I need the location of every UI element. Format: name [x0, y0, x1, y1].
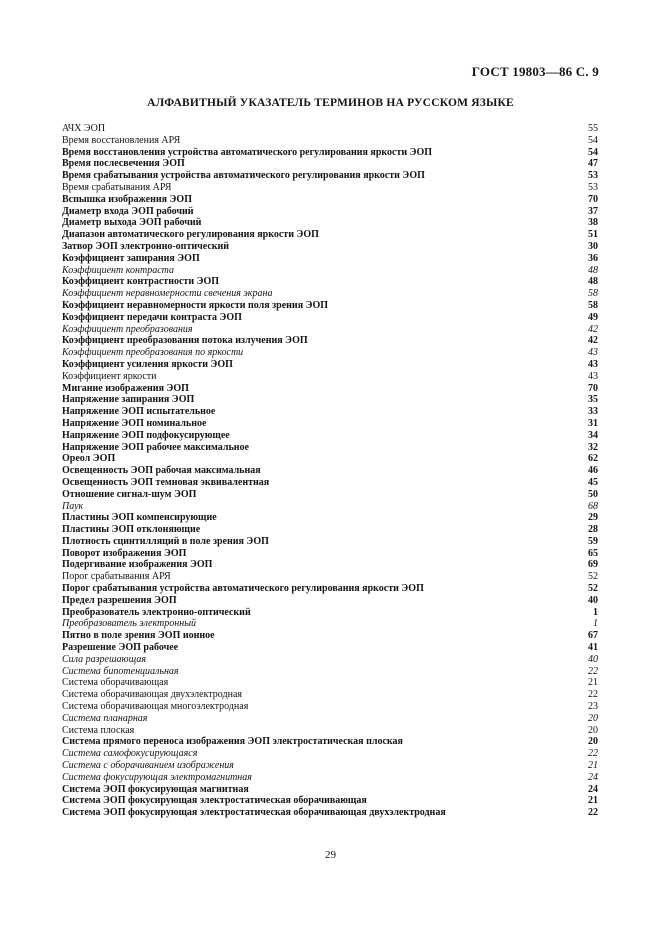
index-entry: [62, 194, 598, 206]
index-page-ref: 69: [588, 559, 598, 571]
index-page-ref: 48: [588, 276, 598, 288]
index-page-ref: 40: [588, 594, 598, 606]
index-term: Время восстановления АРЯ: [62, 134, 181, 146]
index-term: Коэффициент преобразования по яркости: [62, 347, 244, 359]
index-term: Коэффициент преобразования: [62, 323, 193, 335]
index-entry: [62, 642, 598, 654]
index-term: Коэффициент контрастности ЭОП: [62, 276, 220, 288]
index-page-ref: 48: [588, 264, 598, 276]
index-term: Порог срабатывания АРЯ: [62, 571, 171, 583]
index-term: Система оборачивающая многоэлектродная: [62, 701, 249, 713]
index-entry: [62, 170, 598, 182]
index-entry: [62, 123, 598, 135]
index-page-ref: 53: [588, 181, 598, 193]
index-entry: [62, 654, 598, 666]
index-term: Напряжение ЭОП номинальное: [62, 417, 207, 429]
index-page-ref: 22: [588, 689, 598, 701]
index-page-ref: 32: [588, 441, 598, 453]
index-term: Коэффициент передачи контраста ЭОП: [62, 311, 242, 323]
index-entry: [62, 477, 598, 489]
index-entry: [62, 536, 598, 548]
index-page-ref: 43: [588, 358, 598, 370]
index-entry: [62, 607, 598, 619]
index-term: Поворот изображения ЭОП: [62, 547, 187, 559]
index-entry: [62, 772, 598, 784]
index-entry: [62, 677, 598, 689]
index-term: Подергивание изображения ЭОП: [62, 559, 213, 571]
index-entry: [62, 725, 598, 737]
index-term: Мигание изображения ЭОП: [62, 382, 189, 394]
index-term: Преобразователь электронный: [62, 618, 196, 630]
index-term: Система оборачивающая: [62, 677, 169, 689]
index-term: Система планарная: [62, 712, 148, 724]
index-page-ref: 49: [588, 311, 598, 323]
index-entry: [62, 784, 598, 796]
index-page-ref: 65: [588, 547, 598, 559]
index-term: Предел разрешения ЭОП: [62, 594, 177, 606]
index-page-ref: 70: [588, 193, 598, 205]
index-term: Затвор ЭОП электронно-оптический: [62, 240, 230, 252]
index-entry: [62, 583, 598, 595]
index-page-ref: 70: [588, 382, 598, 394]
index-page-ref: 51: [588, 229, 598, 241]
index-term: Коэффициент яркости: [62, 370, 157, 382]
index-page-ref: 42: [588, 323, 598, 335]
index-entry: [62, 595, 598, 607]
index-page-ref: 24: [588, 771, 598, 783]
index-entry: [62, 182, 598, 194]
index-page-ref: 54: [588, 134, 598, 146]
index-term: Напряжение ЭОП рабочее максимальное: [62, 441, 249, 453]
index-page-ref: 52: [588, 583, 598, 595]
index-entry: [62, 135, 598, 147]
index-entry: [62, 736, 598, 748]
index-term: Система плоская: [62, 724, 135, 736]
index-page-ref: 33: [588, 406, 598, 418]
index-entry: [62, 430, 598, 442]
index-term: Порог срабатывания устройства автоматического регулирования яркости ЭОП: [62, 583, 424, 595]
index-entry: [62, 748, 598, 760]
index-entry: [62, 147, 598, 159]
index-term: Система ЭОП фокусирующая электростатическая оборачивающая: [62, 795, 367, 807]
index-entry: [62, 713, 598, 725]
index-term: Коэффициент неравномерности яркости поля зрения ЭОП: [62, 299, 329, 311]
page-number: 29: [325, 849, 336, 861]
index-term: Паук: [62, 500, 84, 512]
index-page-ref: 22: [588, 665, 598, 677]
index-entry: [62, 359, 598, 371]
index-term: Коэффициент преобразования потока излучения ЭОП: [62, 335, 308, 347]
index-term: Освещенность ЭОП рабочая максимальная: [62, 465, 261, 477]
index-entry: [62, 795, 598, 807]
index-term: Диаметр входа ЭОП рабочий: [62, 205, 194, 217]
index-page-ref: 41: [588, 642, 598, 654]
index-page-ref: 40: [588, 653, 598, 665]
index-page-ref: 55: [588, 123, 598, 134]
index-title: АЛФАВИТНЫЙ УКАЗАТЕЛЬ ТЕРМИНОВ НА РУССКОМ ЯЗЫКЕ: [147, 97, 514, 109]
index-term: Время срабатывания устройства автоматического регулирования яркости ЭОП: [62, 170, 425, 182]
index-page-ref: 67: [588, 630, 598, 642]
index-page-ref: 34: [588, 429, 598, 441]
index-page-ref: 29: [588, 512, 598, 524]
index-entry: [62, 559, 598, 571]
index-page-ref: 20: [588, 712, 598, 724]
index-page-ref: 46: [588, 465, 598, 477]
index-entry: [62, 618, 598, 630]
index-page-ref: 58: [588, 299, 598, 311]
index-term: Система ЭОП фокусирующая магнитная: [62, 783, 249, 795]
index-term: Система фокусирующая электромагнитная: [62, 771, 252, 783]
index-term: Напряжение запирания ЭОП: [62, 394, 195, 406]
index-entry: [62, 406, 598, 418]
index-term: Время послесвечения ЭОП: [62, 158, 185, 170]
index-term: Пластины ЭОП компенсирующие: [62, 512, 217, 524]
index-entry: [62, 442, 598, 454]
index-term: Система ЭОП фокусирующая электростатическая оборачивающая двухэлектродная: [62, 807, 446, 819]
index-term: Время восстановления устройства автоматического регулирования яркости ЭОП: [62, 146, 433, 158]
index-term: Пластины ЭОП отклоняющие: [62, 524, 201, 536]
index-term: Коэффициент усиления яркости ЭОП: [62, 358, 233, 370]
index-entry: [62, 394, 598, 406]
index-entry: [62, 347, 598, 359]
index-term: Отношение сигнал-шум ЭОП: [62, 488, 197, 500]
index-page-ref: 68: [588, 500, 598, 512]
index-entry: [62, 489, 598, 501]
index-page-ref: 62: [588, 453, 598, 465]
index-term: Система оборачивающая двухэлектродная: [62, 689, 242, 701]
index-term: АЧХ ЭОП: [62, 123, 106, 134]
index-page-ref: 31: [588, 417, 598, 429]
index-entry: [62, 371, 598, 383]
index-page-ref: 52: [588, 571, 598, 583]
index-page-ref: 1: [593, 606, 598, 618]
index-page-ref: 38: [588, 217, 598, 229]
index-entry: [62, 666, 598, 678]
index-page-ref: 53: [588, 170, 598, 182]
index-term: Коэффициент запирания ЭОП: [62, 252, 200, 264]
index-entry: [62, 465, 598, 477]
term-index-list: [62, 123, 598, 819]
index-entry: [62, 383, 598, 395]
index-page-ref: 45: [588, 476, 598, 488]
index-term: Напряжение ЭОП подфокусирующее: [62, 429, 230, 441]
index-entry: [62, 158, 598, 170]
index-page-ref: 21: [588, 795, 598, 807]
index-entry: [62, 630, 598, 642]
index-page-ref: 21: [588, 677, 598, 689]
index-entry: [62, 807, 598, 819]
index-entry: [62, 548, 598, 560]
index-entry: [62, 701, 598, 713]
index-entry: [62, 217, 598, 229]
index-term: Система с оборачиванием изображения: [62, 760, 234, 772]
index-term: Время срабатывания АРЯ: [62, 181, 172, 193]
document-reference: ГОСТ 19803—86 С. 9: [471, 64, 599, 79]
index-page-ref: 50: [588, 488, 598, 500]
index-term: Преобразователь электронно-оптический: [62, 606, 251, 618]
index-page-ref: 21: [588, 760, 598, 772]
index-page-ref: 43: [588, 347, 598, 359]
index-entry: [62, 276, 598, 288]
index-entry: [62, 206, 598, 218]
index-term: Система самофокусирующаяся: [62, 748, 198, 760]
index-page-ref: 23: [588, 701, 598, 713]
index-entry: [62, 288, 598, 300]
index-term: Коэффициент контраста: [62, 264, 174, 276]
index-page-ref: 43: [588, 370, 598, 382]
index-entry: [62, 229, 598, 241]
index-entry: [62, 524, 598, 536]
index-term: Диапазон автоматического регулирования яркости ЭОП: [62, 229, 319, 241]
index-page-ref: 28: [588, 524, 598, 536]
index-term: Система бипотенциальная: [62, 665, 179, 677]
index-term: Пятно в поле зрения ЭОП ионное: [62, 630, 215, 642]
index-term: Коэффициент неравномерности свечения экрана: [62, 288, 273, 300]
index-entry: [62, 418, 598, 430]
index-term: Напряжение ЭОП испытательное: [62, 406, 216, 418]
index-entry: [62, 571, 598, 583]
index-page-ref: 35: [588, 394, 598, 406]
index-entry: [62, 760, 598, 772]
index-entry: [62, 324, 598, 336]
index-term: Плотность сцинтилляций в поле зрения ЭОП: [62, 535, 269, 547]
index-page-ref: 22: [588, 748, 598, 760]
index-entry: [62, 300, 598, 312]
index-entry: [62, 241, 598, 253]
index-page-ref: 36: [588, 252, 598, 264]
index-term: Сила разрешающая: [62, 653, 147, 665]
index-entry: [62, 253, 598, 265]
index-entry: [62, 512, 598, 524]
index-entry: [62, 265, 598, 277]
index-page-ref: 20: [588, 736, 598, 748]
index-page-ref: 59: [588, 535, 598, 547]
index-page-ref: 1: [593, 618, 598, 630]
index-entry: [62, 689, 598, 701]
index-page-ref: 47: [588, 158, 598, 170]
index-page-ref: 22: [588, 807, 598, 819]
index-term: Диаметр выхода ЭОП рабочий: [62, 217, 202, 229]
index-entry: [62, 312, 598, 324]
index-page-ref: 37: [588, 205, 598, 217]
index-page-ref: 24: [588, 783, 598, 795]
index-page-ref: 42: [588, 335, 598, 347]
index-page-ref: 54: [588, 146, 598, 158]
index-entry: [62, 335, 598, 347]
index-entry: [62, 453, 598, 465]
index-page-ref: 58: [588, 288, 598, 300]
index-page-ref: 20: [588, 724, 598, 736]
index-term: Вспышка изображения ЭОП: [62, 193, 192, 205]
index-page-ref: 30: [588, 240, 598, 252]
index-term: Освещенность ЭОП темновая эквивалентная: [62, 476, 270, 488]
index-term: Ореол ЭОП: [62, 453, 116, 465]
index-entry: [62, 501, 598, 513]
index-term: Разрешение ЭОП рабочее: [62, 642, 179, 654]
index-term: Система прямого переноса изображения ЭОП электростатическая плоская: [62, 736, 403, 748]
